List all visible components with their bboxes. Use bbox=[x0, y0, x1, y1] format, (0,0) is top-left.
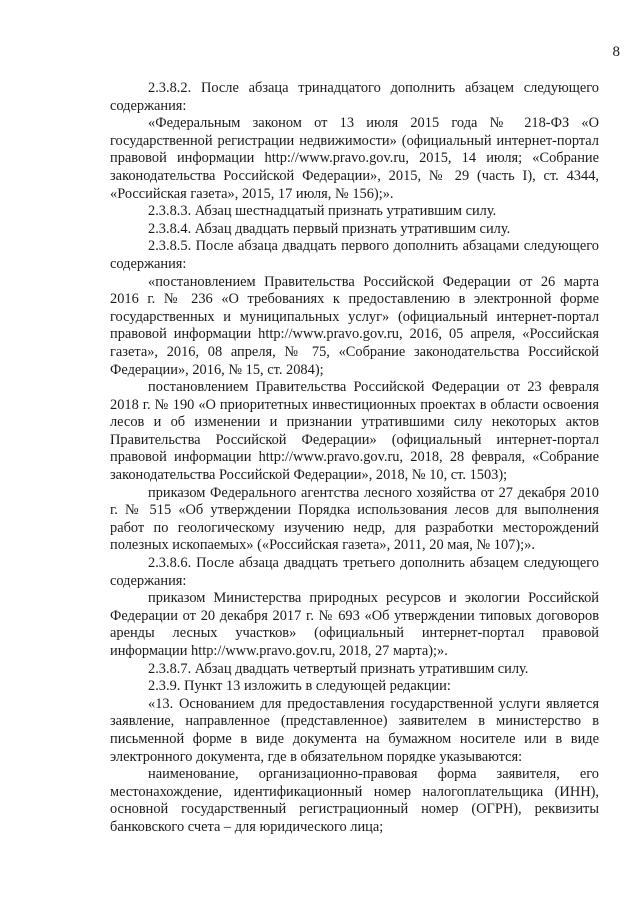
page-number: 8 bbox=[612, 44, 620, 60]
paragraph-2-3-8-6: 2.3.8.6. После абзаца двадцать третьего дополнить абзацем следующего содержания: bbox=[110, 555, 599, 589]
paragraph-order-693: приказом Министерства природных ресурсов и экологии Российской Федерации от 20 декабря 2017 г. № 693 «Об утверждении типовых договоров аренды лесных участков» (официальный интернет-портал правовой информации http://www.pravo.gov.ru, 2018, 27 марта);». bbox=[110, 590, 599, 659]
paragraph-item-13: «13. Основанием для предоставления государственной услуги является заявление, направленное (представленное) заявителем в министерство в письменной форме в виде документа на бумажном носителе или в виде электронного документа, где в обязательном порядке указываются: bbox=[110, 695, 599, 765]
paragraph-2-3-8-3: 2.3.8.3. Абзац шестнадцатый признать утратившим силу. bbox=[148, 203, 497, 220]
paragraph-order-515: приказом Федерального агентства лесного хозяйства от 27 декабря 2010 г. № 515 «Об утверждении Порядка использования лесов для выполнения работ по геологическому изучению недр, для разработки месторождений полезных ископаемых» («Российская газета», 2011, 20 мая, № 107);». bbox=[110, 484, 599, 554]
paragraph-2-3-8-7: 2.3.8.7. Абзац двадцать четвертый признать утратившим силу. bbox=[148, 660, 529, 677]
paragraph-2-3-9: 2.3.9. Пункт 13 изложить в следующей редакции: bbox=[148, 678, 451, 695]
paragraph-federal-law-218: «Федеральным законом от 13 июля 2015 года № 218-ФЗ «О государственной регистрации недвижимости» (официальный интернет-портал правовой информации http://www.pravo.gov.ru, 2015, 14 июля; «Собрание законодательства Российской Федерации», 2015, № 29 (часть I), ст. 4344, «Российская газета», 2015, 17 июля, № 156);». bbox=[110, 115, 599, 202]
paragraph-decree-236: «постановлением Правительства Российской Федерации от 26 марта 2016 г. № 236 «О требованиях к предоставлению в электронной форме государственных и муниципальных услуг» (официальный интернет-портал правовой информации http://www.pravo.gov.ru, 2016, 05 апреля, «Российская газета», 2016, 08 апреля, № 75, «Собрание законодательства Российской Федерации», 2016, № 15, ст. 2084); bbox=[110, 273, 599, 378]
paragraph-decree-190: постановлением Правительства Российской Федерации от 23 февраля 2018 г. № 190 «О приоритетных инвестиционных проектах в области освоения лесов и об изменении и признании утратившими силу некоторых актов Правительства Российской Федерации» (официальный интернет-портал правовой информации http://www.pravo.gov.ru, 2018, 28 февраля, «Собрание законодательства Российской Федерации», 2018, № 10, ст. 1503); bbox=[110, 379, 599, 484]
paragraph-2-3-8-4: 2.3.8.4. Абзац двадцать первый признать утратившим силу. bbox=[148, 220, 511, 237]
paragraph-2-3-8-5: 2.3.8.5. После абзаца двадцать первого дополнить абзацами следующего содержания: bbox=[110, 238, 599, 272]
paragraph-legal-entity-details: наименование, организационно-правовая форма заявителя, его местонахождение, идентификационный номер налогоплательщика (ИНН), основной государственный регистрационный номер (ОГРН), реквизиты банковского счета – для юридического лица; bbox=[110, 766, 599, 835]
document-body bbox=[110, 80, 599, 837]
paragraph-2-3-8-2: 2.3.8.2. После абзаца тринадцатого дополнить абзацем следующего содержания: bbox=[110, 80, 599, 114]
